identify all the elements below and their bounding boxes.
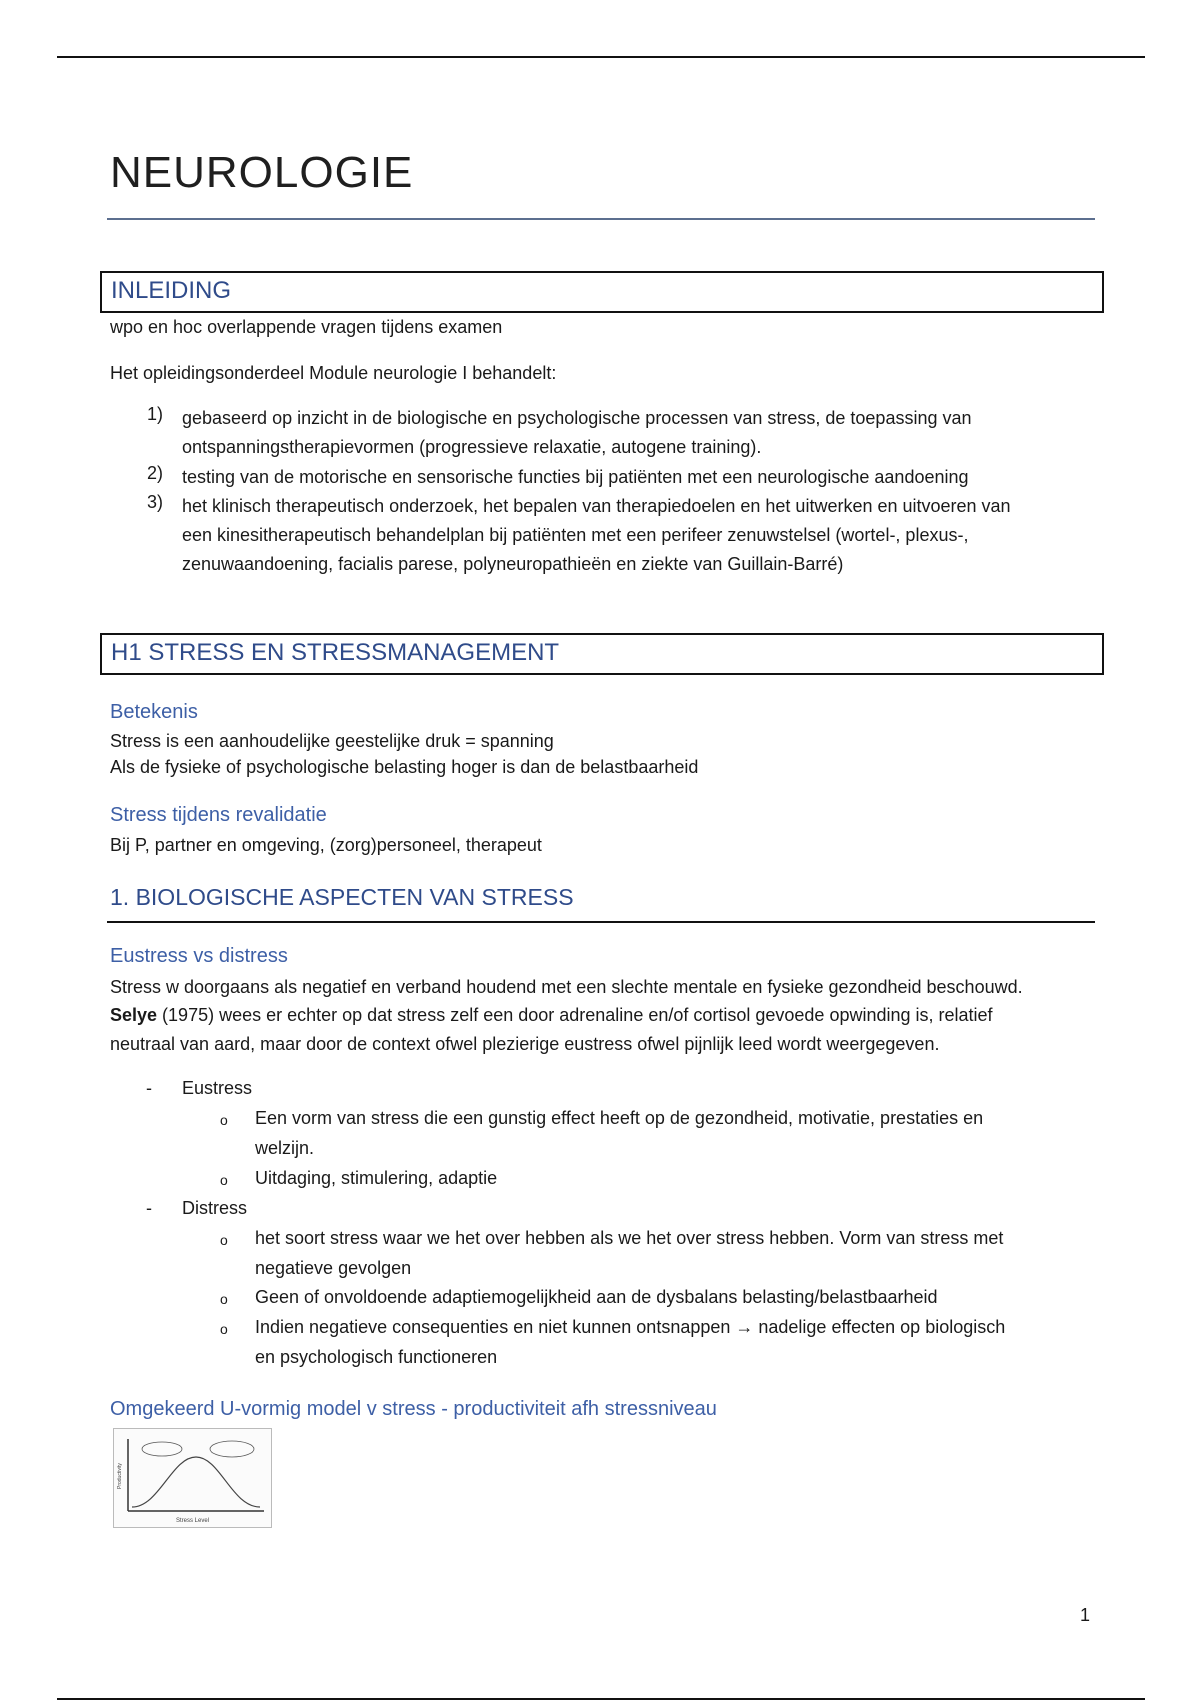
betekenis-line2: Als de fysieke of psychologische belasting hoger is dan de belastbaarheid	[110, 757, 699, 777]
heading-section1: 1. BIOLOGISCHE ASPECTEN VAN STRESS	[110, 884, 574, 910]
eustress-item: Een vorm van stress die een gunstig effect heeft op de gezondheid, motivatie, prestaties en	[255, 1108, 984, 1128]
paragraph-line2-rest: (1975) wees er echter op dat stress zelf een door adrenaline en/of cortisol gevoede opwinding is, relatief	[157, 1005, 993, 1025]
subheading-revalidatie: Stress tijdens revalidatie	[110, 804, 327, 826]
list-item: testing van de motorische en sensorische functies bij patiënten met een neurologische aandoening	[182, 467, 969, 487]
list-number: 1)	[147, 404, 164, 424]
distress-label: Distress	[182, 1198, 248, 1218]
eustress-item: welzijn.	[255, 1138, 315, 1158]
list-item: een kinesitherapeutisch behandelplan bij patiënten met een perifeer zenuwstelsel (wortel-, plexus-,	[182, 525, 969, 545]
page-title: NEUROLOGIE	[110, 148, 414, 197]
circle-bullet: o	[220, 1291, 228, 1307]
distress-item: negatieve gevolgen	[255, 1258, 412, 1278]
paragraph-line2	[110, 1001, 993, 1030]
list-item: gebaseerd op inzicht in de biologische en psychologische processen van stress, de toepassing van	[182, 408, 972, 428]
distress-item: en psychologisch functioneren	[255, 1347, 498, 1367]
distress-item: het soort stress waar we het over hebben als we het over stress hebben. Vorm van stress met	[255, 1228, 1004, 1248]
subheading-betekenis: Betekenis	[110, 701, 198, 723]
fig-ylabel: Productivity	[117, 1463, 123, 1489]
list-item: zenuwaandoening, facialis parese, polyneuropathieën en ziekte van Guillain-Barré)	[182, 554, 844, 574]
page-number: 1	[1080, 1605, 1091, 1625]
fig-xlabel: Stress Level	[176, 1518, 210, 1524]
distress-item: Geen of onvoldoende adaptiemogelijkheid aan de dysbalans belasting/belastbaarheid	[255, 1287, 938, 1307]
selye-bold: Selye	[110, 1005, 158, 1025]
circle-bullet: o	[220, 1112, 228, 1128]
revalidatie-text: Bij P, partner en omgeving, (zorg)personeel, therapeut	[110, 835, 542, 855]
title-underline	[107, 218, 1095, 220]
subheading-eustress-distress: Eustress vs distress	[110, 945, 288, 967]
top-rule	[57, 56, 1145, 58]
list-number: 2)	[147, 463, 164, 483]
callout-left	[142, 1442, 182, 1456]
u-curve-graphic	[114, 1429, 271, 1527]
inleiding-line1: wpo en hoc overlappende vragen tijdens examen	[110, 317, 503, 337]
list-number: 3)	[147, 492, 164, 512]
distress-item: Indien negatieve consequenties en niet kunnen ontsnappen → nadelige effecten op biologisch	[255, 1317, 1006, 1337]
circle-bullet: o	[220, 1232, 228, 1248]
list-item: het klinisch therapeutisch onderzoek, het bepalen van therapiedoelen en het uitwerken en uitvoeren van	[182, 496, 1011, 516]
u-curve	[132, 1457, 260, 1507]
u-curve-figure	[113, 1428, 272, 1528]
circle-bullet: o	[220, 1172, 228, 1188]
list-item: ontspanningstherapievormen (progressieve relaxatie, autogene training).	[182, 437, 762, 457]
paragraph-line3: neutraal van aard, maar door de context ofwel plezierige eustress ofwel pijnlijk leed wordt weergegeven.	[110, 1034, 940, 1054]
eustress-item: Uitdaging, stimulering, adaptie	[255, 1168, 498, 1188]
dash-bullet: -	[146, 1198, 152, 1218]
callout-right	[210, 1441, 254, 1457]
dash-bullet: -	[146, 1078, 152, 1098]
circle-bullet: o	[220, 1321, 228, 1337]
eustress-label: Eustress	[182, 1078, 253, 1098]
betekenis-line1: Stress is een aanhoudelijke geestelijke druk = spanning	[110, 731, 554, 751]
heading-h1: H1 STRESS EN STRESSMANAGEMENT	[100, 633, 1104, 675]
heading-inleiding: INLEIDING	[100, 271, 1104, 313]
subheading-u-model: Omgekeerd U-vormig model v stress - productiviteit afh stressniveau	[110, 1398, 717, 1420]
section1-underline	[107, 921, 1095, 923]
paragraph-line1: Stress w doorgaans als negatief en verband houdend met een slechte mentale en fysieke gezondheid beschouwd.	[110, 977, 1023, 997]
inleiding-line2: Het opleidingsonderdeel Module neurologie I behandelt:	[110, 363, 557, 383]
